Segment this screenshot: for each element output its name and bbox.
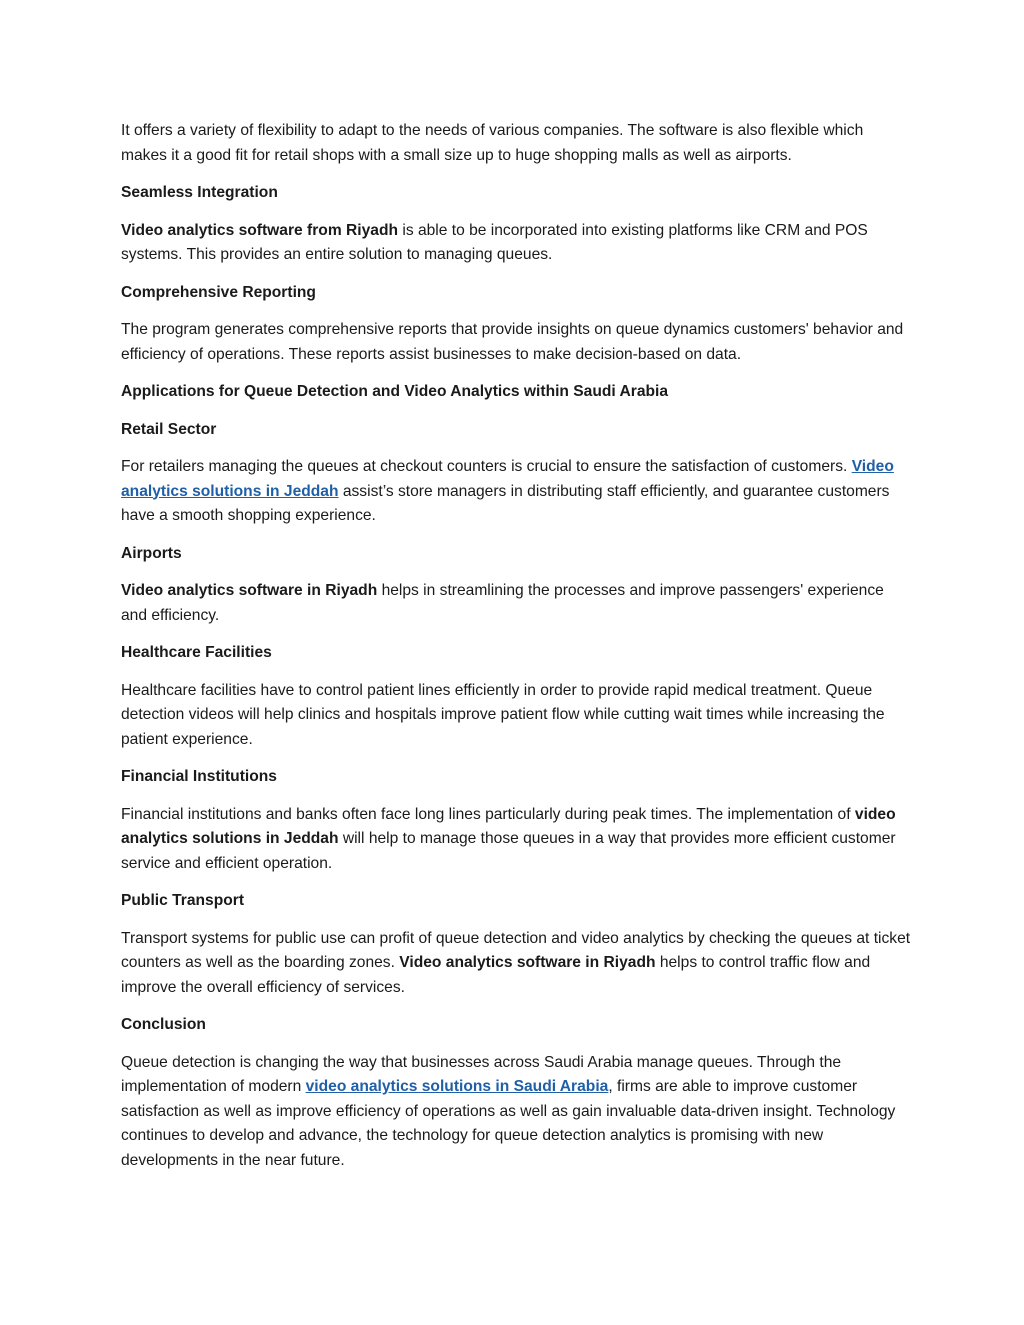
intro-paragraph <box>121 119 911 168</box>
public-transport-paragraph <box>121 927 911 1001</box>
retail-sector-heading: Retail Sector <box>121 420 217 438</box>
seamless-text: is able to be incorporated into existing platforms like CRM and POS systems. This provides an entire solution to managing queues. <box>121 221 868 263</box>
transport-text-after: helps to control traffic flow and improve the overall efficiency of services. <box>121 954 871 996</box>
applications-heading: Applications for Queue Detection and Video Analytics within Saudi Arabia <box>121 383 669 400</box>
transport-text-before: Transport systems for public use can profit of queue detection and video analytics by checking the queues at ticket counters as well as the boarding zones. <box>121 929 911 971</box>
comprehensive-reporting-paragraph <box>121 318 911 367</box>
airports-bold-lead: Video analytics software in Riyadh <box>121 582 378 599</box>
financial-institutions-heading: Financial Institutions <box>121 768 277 785</box>
intro-text: It offers a variety of flexibility to adapt to the needs of various companies. The software is also flexible which makes it a good fit for retail shops with a small size up to huge shopping malls as well as airports. <box>121 122 864 164</box>
reporting-text: The program generates comprehensive reports that provide insights on queue dynamics customers' behavior and efficiency of operations. These reports assist businesses to make decision-based on data. <box>121 321 904 363</box>
conclusion-text-before: Queue detection is changing the way that businesses across Saudi Arabia manage queues. Through the implementation of modern <box>121 1053 842 1095</box>
conclusion-heading: Conclusion <box>121 1016 206 1033</box>
financial-text-before: Financial institutions and banks often face long lines particularly during peak times. The implementation of <box>121 805 855 823</box>
healthcare-heading: Healthcare Facilities <box>121 644 272 661</box>
retail-text-after: assist’s store managers in distributing staff efficiently, and guarantee customers have a smooth shopping experience. <box>121 482 890 524</box>
public-transport-heading: Public Transport <box>121 892 245 909</box>
seamless-integration-heading: Seamless Integration <box>121 184 278 201</box>
saudi-arabia-solutions-link[interactable]: video analytics solutions in Saudi Arabia <box>305 1078 609 1095</box>
healthcare-paragraph <box>121 679 911 753</box>
financial-text-after: will help to manage those queues in a way that provides more efficient customer service and efficient operation. <box>121 830 896 872</box>
financial-bold: video analytics solutions in Jeddah <box>121 805 896 847</box>
document-page <box>121 119 911 1186</box>
seamless-integration-paragraph <box>121 219 911 268</box>
conclusion-text-after: , firms are able to improve customer satisfaction as well as improve efficiency of operations as well as gain invaluable data-driven insight. Technology continues to develop and advance, the technology for queue detection analytics is promising with new developments in the near future. <box>121 1078 896 1169</box>
retail-sector-paragraph <box>121 455 911 529</box>
transport-bold: Video analytics software in Riyadh <box>399 954 656 971</box>
airports-heading: Airports <box>121 544 182 562</box>
healthcare-text: Healthcare facilities have to control patient lines efficiently in order to provide rapid medical treatment. Queue detection videos will help clinics and hospitals improve patient flow while cutting wait times while increasing the patient experience. <box>121 681 885 748</box>
airports-paragraph <box>121 579 911 628</box>
airports-text: helps in streamlining the processes and improve passengers' experience and efficiency. <box>121 582 884 624</box>
retail-text-before: For retailers managing the queues at checkout counters is crucial to ensure the satisfaction of customers. <box>121 458 852 475</box>
conclusion-paragraph <box>121 1051 911 1174</box>
comprehensive-reporting-heading: Comprehensive Reporting <box>121 283 316 301</box>
seamless-bold-lead: Video analytics software from Riyadh <box>121 221 399 239</box>
jeddah-solutions-link[interactable]: Video analytics solutions in Jeddah <box>121 458 894 500</box>
financial-institutions-paragraph <box>121 803 911 877</box>
